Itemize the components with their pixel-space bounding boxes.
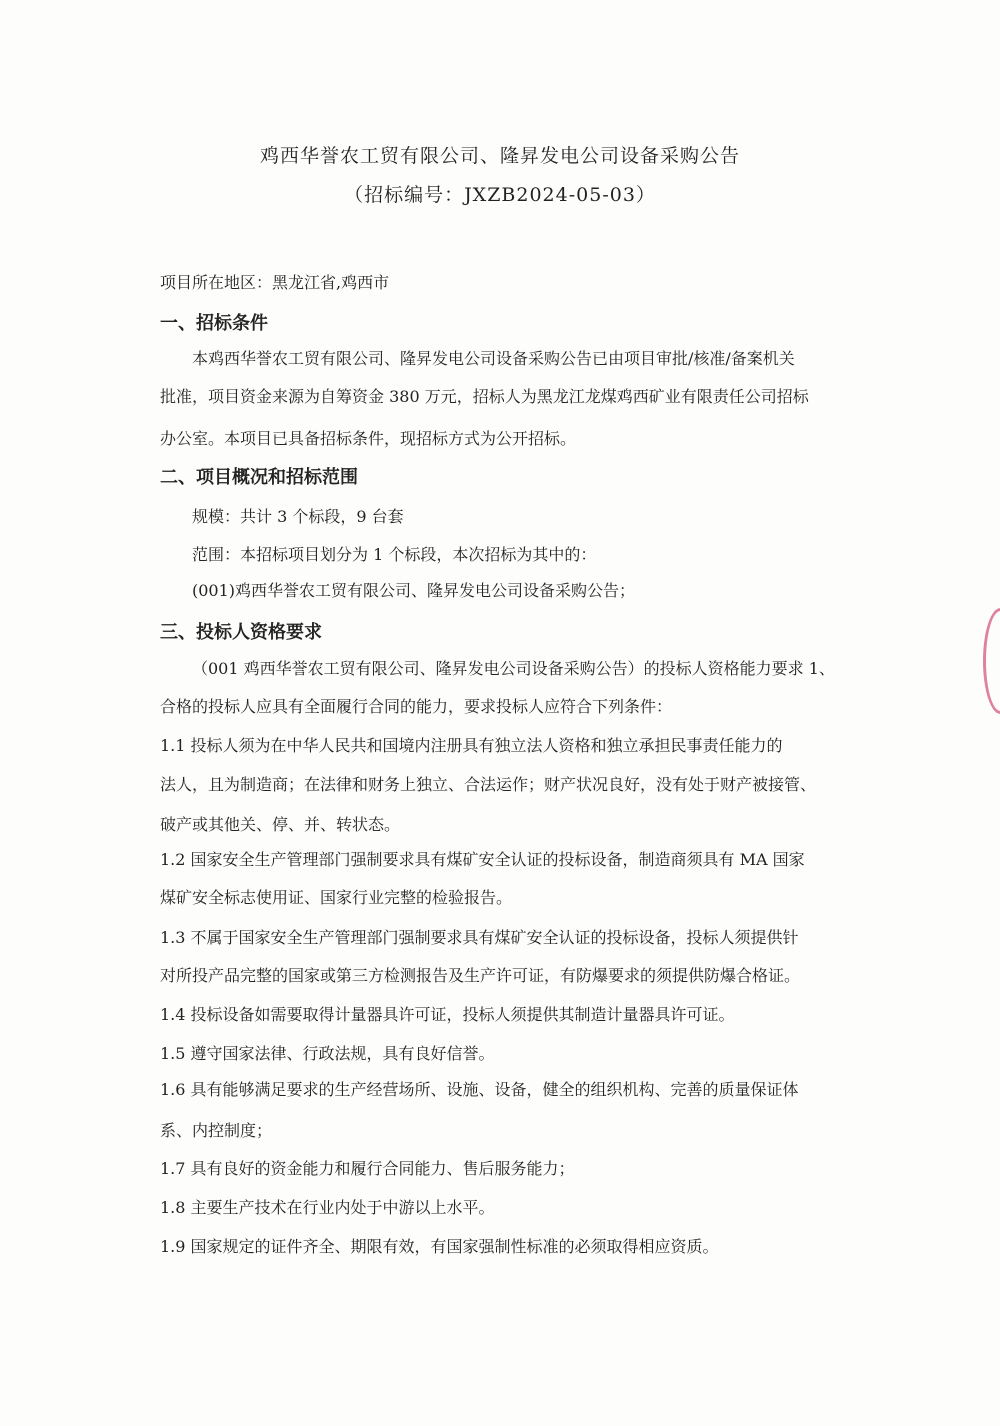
requirement-line: 煤矿安全标志使用证、国家行业完整的检验报告。 xyxy=(160,888,513,907)
requirement-line: 破产或其他关、停、并、转状态。 xyxy=(160,815,401,834)
requirement-line: 1.5 遵守国家法律、行政法规，具有良好信誉。 xyxy=(160,1044,495,1063)
requirement-line: 1.6 具有能够满足要求的生产经营场所、设施、设备，健全的组织机构、完善的质量保证体 xyxy=(160,1080,799,1099)
paragraph-line: 批准，项目资金来源为自筹资金 380 万元，招标人为黑龙江龙煤鸡西矿业有限责任公司招标 xyxy=(160,387,809,406)
seal-stamp-edge xyxy=(983,608,1000,714)
range-line: 范围：本招标项目划分为 1 个标段，本次招标为其中的： xyxy=(192,545,597,564)
requirement-line: 1.8 主要生产技术在行业内处于中游以上水平。 xyxy=(160,1198,495,1217)
scale-line: 规模：共计 3 个标段，9 台套 xyxy=(192,507,404,526)
section-heading-2: 二、项目概况和招标范围 xyxy=(160,467,358,488)
requirement-line: 1.4 投标设备如需要取得计量器具许可证，投标人须提供其制造计量器具许可证。 xyxy=(160,1005,735,1024)
paragraph-line: 本鸡西华誉农工贸有限公司、隆昇发电公司设备采购公告已由项目审批/核准/备案机关 xyxy=(192,349,795,368)
requirement-line: 系、内控制度； xyxy=(160,1121,273,1140)
lot-item: (001)鸡西华誉农工贸有限公司、隆昇发电公司设备采购公告； xyxy=(192,581,636,600)
project-location: 项目所在地区：黑龙江省,鸡西市 xyxy=(160,273,390,292)
requirement-line: 1.7 具有良好的资金能力和履行合同能力、售后服务能力； xyxy=(160,1159,575,1178)
requirement-line: 1.1 投标人须为在中华人民共和国境内注册具有独立法人资格和独立承担民事责任能力的 xyxy=(160,736,783,755)
requirement-line: 1.2 国家安全生产管理部门强制要求具有煤矿安全认证的投标设备，制造商须具有 MA 国家 xyxy=(160,850,805,869)
section-heading-1: 一、招标条件 xyxy=(160,313,268,334)
paragraph-line: 合格的投标人应具有全面履行合同的能力，要求投标人应符合下列条件： xyxy=(160,697,673,716)
requirement-line: 1.9 国家规定的证件齐全、期限有效，有国家强制性标准的必须取得相应资质。 xyxy=(160,1237,719,1256)
requirement-line: 对所投产品完整的国家或第三方检测报告及生产许可证，有防爆要求的须提供防爆合格证。 xyxy=(160,966,801,985)
paragraph-line: （001 鸡西华誉农工贸有限公司、隆昇发电公司设备采购公告）的投标人资格能力要求 1、 xyxy=(192,659,835,678)
section-heading-3: 三、投标人资格要求 xyxy=(160,622,322,643)
document-title: 鸡西华誉农工贸有限公司、隆昇发电公司设备采购公告 xyxy=(259,145,740,167)
tender-number: （招标编号：JXZB2024-05-03） xyxy=(344,184,656,206)
requirement-line: 1.3 不属于国家安全生产管理部门强制要求具有煤矿安全认证的投标设备，投标人须提供针 xyxy=(160,928,799,947)
paragraph-line: 办公室。本项目已具备招标条件，现招标方式为公开招标。 xyxy=(160,429,577,448)
requirement-line: 法人，且为制造商；在法律和财务上独立、合法运作；财产状况良好，没有处于财产被接管、 xyxy=(160,775,817,794)
